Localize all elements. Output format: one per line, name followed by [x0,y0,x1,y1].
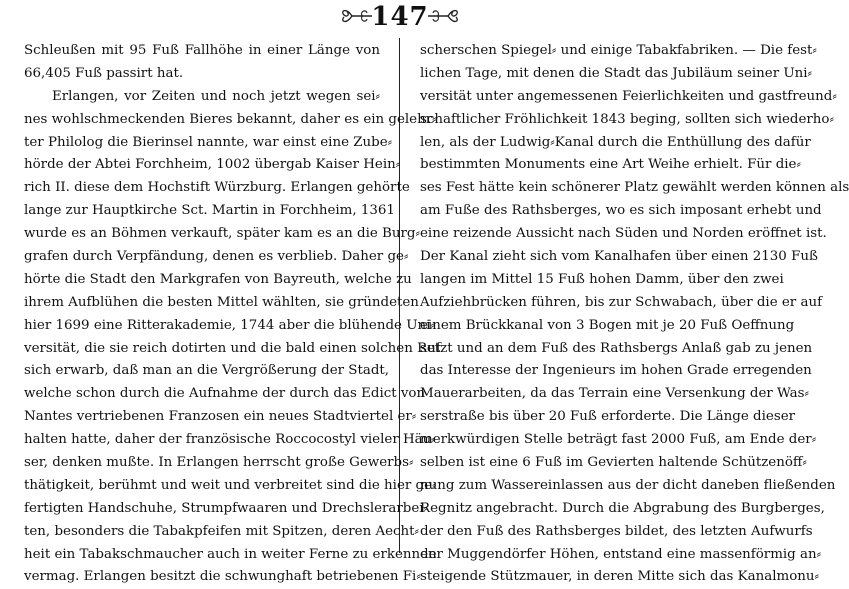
text-line: hörte die Stadt den Markgrafen von Bayreuth, welche zu [24,271,412,287]
text-line: Aufziehbrücken führen, bis zur Schwabach, über die er auf [420,294,823,310]
text-line: fertigten Handschuhe, Strumpfwaaren und Drechslerarbei⸗ [24,500,429,516]
text-line: sich erwarb, daß man an die Vergrößerung der Stadt, [24,363,390,379]
text-line: Nantes vertriebenen Franzosen ein neues Stadtviertel er⸗ [24,409,417,425]
text-line: bestimmten Monuments eine Art Weihe erhielt. Für die⸗ [420,157,801,173]
text-line: versität, die sie reich dotirten und die bald einen solchen Ruf [24,340,441,356]
text-line: scherschen Spiegel⸗ und einige Tabakfabriken. — Die fest⸗ [420,43,817,58]
text-line: serstraße bis über 20 Fuß erforderte. Die Länge dieser [420,409,796,425]
text-line: nung zum Wassereinlassen aus der dicht daneben fließenden [420,477,836,493]
text-line: ses Fest hätte kein schönerer Platz gewählt werden können als [420,180,849,196]
text-line: Schleußen mit 95 Fuß Fallhöhe in einer Länge von [24,43,380,58]
text-line: lichen Tage, mit denen die Stadt das Jubiläum seiner Uni⸗ [420,65,813,81]
text-line: vermag. Erlangen besitzt die schwunghaft betriebenen Fi⸗ [24,569,421,585]
text-line: ser, denken mußte. In Erlangen herrscht große Gewerbs⸗ [24,455,414,471]
text-line: ihrem Aufblühen die besten Mittel wählten, sie gründeten [24,294,419,310]
text-line: welche schon durch die Aufnahme der durch das Edict von [24,386,426,402]
text-line: grafen durch Verpfändung, denen es verblieb. Daher ge⸗ [24,249,409,265]
text-line: das Interesse der Ingenieurs im hohen Grade erregenden [420,363,812,379]
text-line: 66,405 Fuß passirt hat. [24,65,184,81]
text-line: versität unter angemessenen Feierlichkeiten und gastfreund⸗ [420,88,837,104]
text-line: hörde der Abtei Forchheim, 1002 übergab Kaiser Hein⸗ [24,157,401,173]
text-line: schaftlicher Fröhlichkeit 1843 beging, sollten sich wiederho⸗ [420,111,834,127]
text-line: Der Kanal zieht sich vom Kanalhafen über einen 2130 Fuß [420,249,818,265]
text-line: heit ein Tabakschmaucher auch in weiter Ferne zu erkennen [24,546,437,562]
left-text-column [24,40,441,589]
text-line: lange zur Hauptkirche Sct. Martin in Forchheim, 1361 [24,203,395,219]
text-line: nes wohlschmeckenden Bieres bekannt, daher es ein gelehr⸗ [24,111,437,127]
text-line: thätigkeit, berühmt und weit und verbreitet sind die hier ge⸗ [24,477,437,493]
page-number: 147 [371,2,429,32]
text-line: len, als der Ludwig⸗Kanal durch die Enthüllung des dafür [420,134,811,150]
right-text-column [420,40,849,589]
right-ornament-icon [426,3,462,29]
text-line: der den Fuß des Rathsberges bildet, des letzten Aufwurfs [420,523,813,539]
text-line: rich II. diese dem Hochstift Würzburg. Erlangen gehörte [24,180,410,196]
text-line: merkwürdigen Stelle beträgt fast 2000 Fuß, am Ende der⸗ [420,432,817,448]
text-line: setzt und an dem Fuß des Rathsbergs Anlaß gab zu jenen [420,340,813,356]
text-line: am Fuße des Rathsberges, wo es sich imposant erhebt und [420,203,822,219]
text-line: ten, besonders die Tabakpfeifen mit Spitzen, deren Aecht⸗ [24,523,420,539]
text-line: hier 1699 eine Ritterakademie, 1744 aber die blühende Uni⸗ [24,317,435,333]
text-line: langen im Mittel 15 Fuß hohen Damm, über den zwei [420,271,784,287]
text-line: Mauerarbeiten, da das Terrain eine Versenkung der Was⸗ [420,386,809,402]
text-line: einem Brückkanal von 3 Bogen mit je 20 Fuß Oeffnung [420,317,795,333]
text-line: selben ist eine 6 Fuß im Gevierten haltende Schützenöff⸗ [420,455,807,471]
text-line: der Muggendörfer Höhen, entstand eine massenförmig an⸗ [420,546,822,562]
text-line: Regnitz angebracht. Durch die Abgrabung des Burgberges, [420,500,825,516]
page-header [0,0,800,36]
text-line: Erlangen, vor Zeiten und noch jetzt wegen sei⸗ [52,88,380,104]
text-line: wurde es an Böhmen verkauft, später kam es an die Burg⸗ [24,226,420,242]
text-line: halten hatte, daher der französische Roccocostyl vieler Häu⸗ [24,432,436,448]
text-line: steigende Stützmauer, in deren Mitte sich das Kanalmonu⸗ [420,569,819,585]
text-line: ter Philolog die Bierinsel nannte, war einst eine Zube⸗ [24,134,393,150]
text-line: eine reizende Aussicht nach Süden und Norden eröffnet ist. [420,226,827,242]
